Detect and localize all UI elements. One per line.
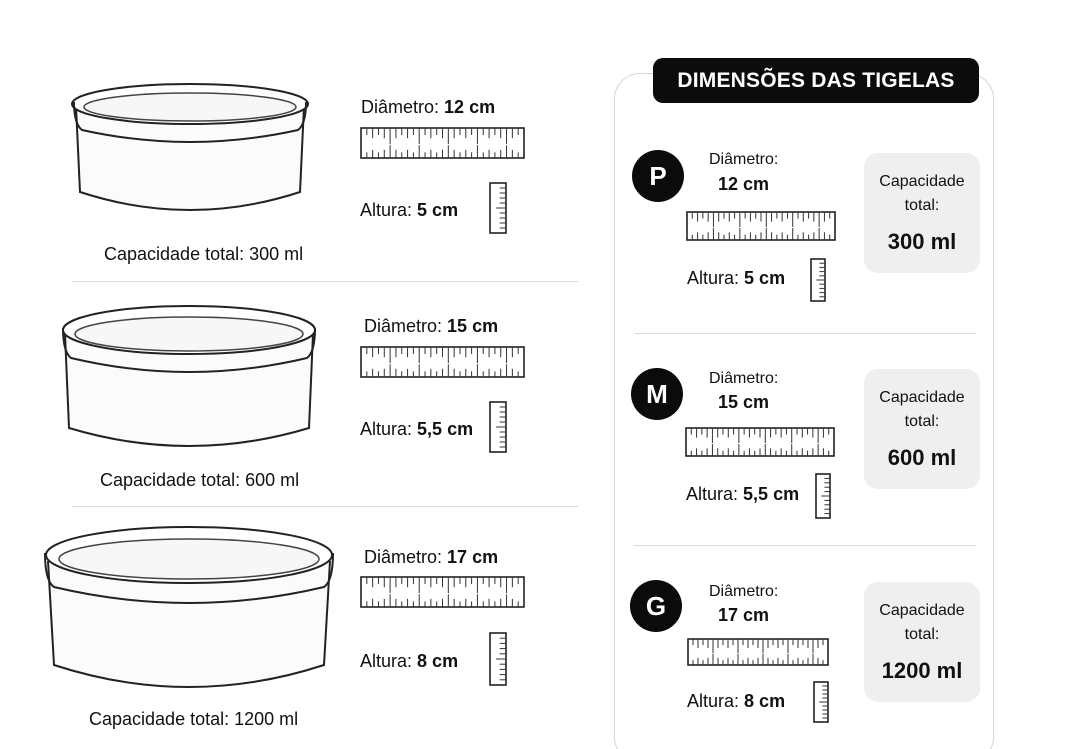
size-p-diameter-value: 12 cm bbox=[718, 174, 770, 194]
bowl-1-height-value: 5 cm bbox=[417, 200, 459, 220]
size-p-height-ruler bbox=[810, 258, 826, 302]
size-m-diameter-label: Diâmetro: bbox=[709, 370, 779, 387]
size-m-capacity-line1: Capacidade bbox=[879, 389, 965, 406]
size-m-capacity-line2: total: bbox=[904, 413, 940, 430]
size-m-height-value: 5,5 cm bbox=[743, 484, 800, 504]
bowl-1-diameter-ruler bbox=[360, 127, 525, 159]
size-badge-m: M bbox=[631, 368, 683, 420]
bowl-1-capacity: Capacidade total: 300 ml bbox=[104, 244, 304, 264]
bowl-2-diameter-value: 15 cm bbox=[447, 316, 499, 336]
bowl-2-height-ruler bbox=[489, 401, 507, 453]
size-g-capacity-value: 1200 ml bbox=[881, 658, 963, 683]
bowl-3-diameter-label: Diâmetro: bbox=[364, 547, 443, 567]
size-g-height-value: 8 cm bbox=[744, 691, 786, 711]
right-divider-2 bbox=[634, 545, 976, 546]
bowl-3-height-value: 8 cm bbox=[417, 651, 459, 671]
bowl-2-capacity: Capacidade total: 600 ml bbox=[100, 470, 300, 490]
size-m-height-ruler bbox=[815, 473, 831, 519]
size-p-diameter-label: Diâmetro: bbox=[709, 151, 779, 168]
size-m-capacity-box bbox=[864, 369, 980, 489]
size-p-capacity-value: 300 ml bbox=[887, 229, 957, 254]
bowl-3-diameter-ruler bbox=[360, 576, 525, 608]
bowl-1-height-ruler bbox=[489, 182, 507, 234]
size-p-capacity-box bbox=[864, 153, 980, 273]
size-p-capacity-line1: Capacidade bbox=[879, 173, 965, 190]
size-m-diameter-value: 15 cm bbox=[718, 392, 770, 412]
left-divider-2 bbox=[72, 506, 578, 507]
bowl-3-diameter-value: 17 cm bbox=[447, 547, 499, 567]
size-g-capacity-line1: Capacidade bbox=[879, 602, 965, 619]
size-m-diameter-ruler bbox=[685, 427, 835, 457]
bowl-medium-illustration bbox=[57, 300, 321, 456]
size-m-height-label: Altura: bbox=[686, 484, 739, 504]
bowl-2-diameter-ruler bbox=[360, 346, 525, 378]
size-badge-g: G bbox=[630, 580, 682, 632]
bowl-1-height-label: Altura: bbox=[360, 200, 413, 220]
size-p-height-label: Altura: bbox=[687, 268, 740, 288]
size-g-diameter-value: 17 cm bbox=[718, 605, 770, 625]
bowl-small-illustration bbox=[66, 80, 314, 222]
size-g-diameter-ruler bbox=[687, 638, 829, 666]
size-m-capacity-value: 600 ml bbox=[887, 445, 957, 470]
bowl-1-diameter-label: Diâmetro: bbox=[361, 97, 440, 117]
size-p-capacity-line2: total: bbox=[904, 197, 940, 214]
size-p-diameter-ruler bbox=[686, 211, 836, 241]
bowl-3-height-label: Altura: bbox=[360, 651, 413, 671]
bowl-2-height-label: Altura: bbox=[360, 419, 413, 439]
bowl-3-height-ruler bbox=[489, 632, 507, 686]
bowl-1-diameter-value: 12 cm bbox=[444, 97, 496, 117]
size-g-diameter-label: Diâmetro: bbox=[709, 583, 779, 600]
size-g-height-ruler bbox=[813, 681, 829, 723]
left-divider-1 bbox=[72, 281, 578, 282]
bowl-2-diameter-label: Diâmetro: bbox=[364, 316, 443, 336]
bowl-2-height-value: 5,5 cm bbox=[417, 419, 474, 439]
size-g-capacity-box bbox=[864, 582, 980, 702]
bowl-3-capacity: Capacidade total: 1200 ml bbox=[89, 709, 299, 729]
size-g-capacity-line2: total: bbox=[904, 626, 940, 643]
size-p-height-value: 5 cm bbox=[744, 268, 786, 288]
size-g-height-label: Altura: bbox=[687, 691, 740, 711]
panel-title: DIMENSÕES DAS TIGELAS bbox=[653, 58, 979, 103]
bowl-large-illustration bbox=[40, 521, 338, 697]
size-badge-p: P bbox=[632, 150, 684, 202]
right-divider-1 bbox=[634, 333, 976, 334]
